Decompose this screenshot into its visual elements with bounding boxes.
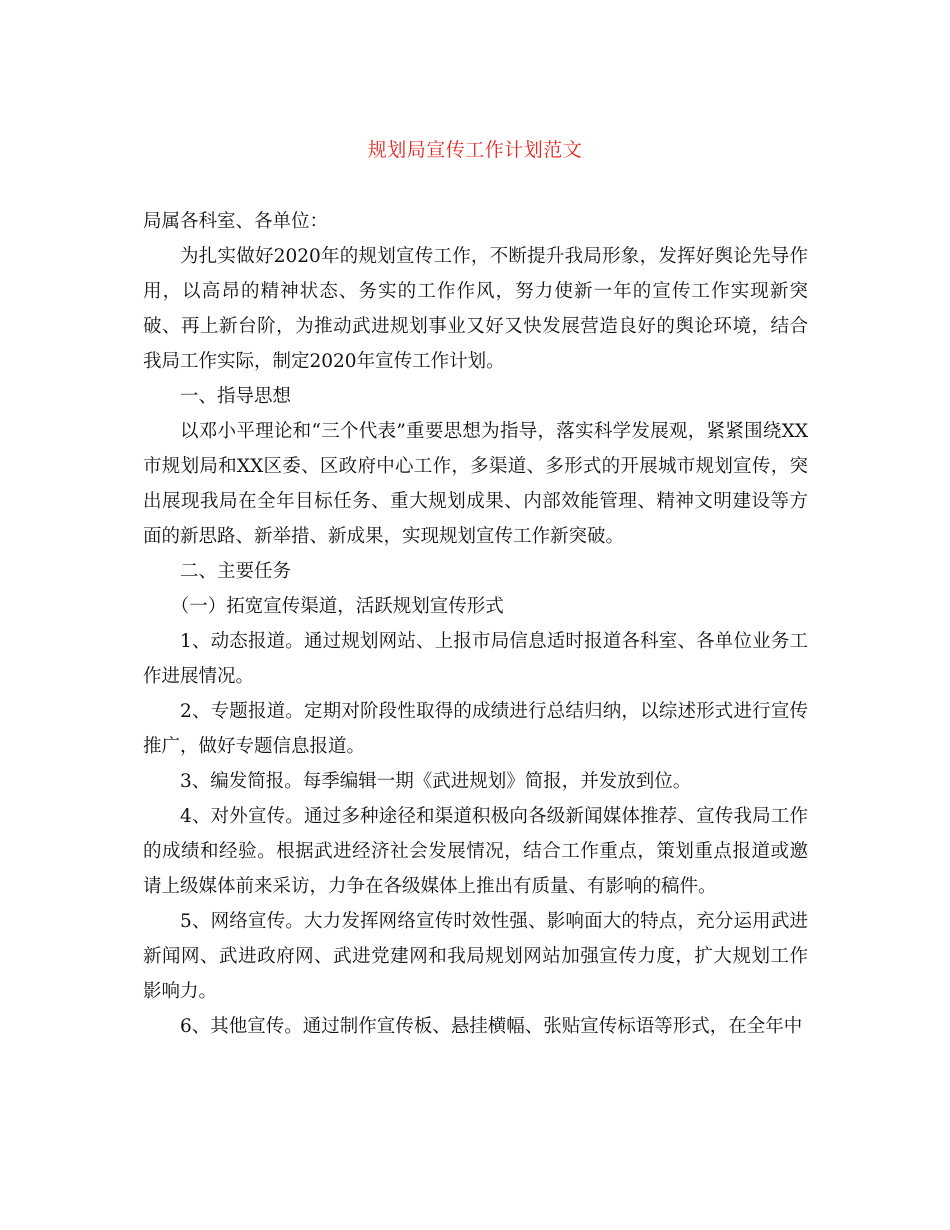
list-item-external-publicity: 4、对外宣传。通过多种途径和渠道积极向各级新闻媒体推荐、宣传我局工作的成绩和经验。根据武进经济社会发展情况，结合工作重点，策划重点报道或邀请上级媒体前来采访，力争在各级媒体上推出有质量、有影响的稿件。 bbox=[143, 806, 808, 897]
paragraph-guiding-thought: 以邓小平理论和“三个代表”重要思想为指导，落实科学发展观，紧紧围绕XX市规划局和XX区委、区政府中心工作，多渠道、多形式的开展城市规划宣传，突出展现我局在全年目标任务、重大规划成果、内部效能管理、精神文明建设等方面的新思路、新举措、新成果，实现规划宣传工作新突破。 bbox=[143, 421, 808, 547]
subheading-channels: （一）拓宽宣传渠道，活跃规划宣传形式 bbox=[170, 596, 504, 617]
document-title: 规划局宣传工作计划范文 bbox=[367, 139, 583, 161]
list-item-other-publicity: 6、其他宣传。通过制作宣传板、悬挂横幅、张贴宣传标语等形式，在全年中 bbox=[180, 1016, 803, 1037]
list-item-briefings: 3、编发简报。每季编辑一期《武进规划》简报，并发放到位。 bbox=[180, 771, 692, 792]
list-item-special-reports: 2、专题报道。定期对阶段性取得的成绩进行总结归纳，以综述形式进行宣传推广，做好专题信息报道。 bbox=[143, 701, 808, 757]
salutation: 局属各科室、各单位： bbox=[143, 211, 329, 232]
heading-guiding-thought: 一、指导思想 bbox=[180, 386, 292, 407]
list-item-network-publicity: 5、网络宣传。大力发挥网络宣传时效性强、影响面大的特点，充分运用武进新闻网、武进政府网、武进党建网和我局规划网站加强宣传力度，扩大规划工作影响力。 bbox=[143, 911, 808, 1002]
heading-main-tasks: 二、主要任务 bbox=[180, 561, 292, 582]
document-body bbox=[143, 204, 808, 1044]
list-item-dynamic-reports: 1、动态报道。通过规划网站、上报市局信息适时报道各科室、各单位业务工作进展情况。 bbox=[143, 631, 808, 687]
paragraph-intro: 为扎实做好2020年的规划宣传工作，不断提升我局形象，发挥好舆论先导作用，以高昂的精神状态、务实的工作作风，努力使新一年的宣传工作实现新突破、再上新台阶，为推动武进规划事业又好又快发展营造良好的舆论环境，结合我局工作实际，制定2020年宣传工作计划。 bbox=[143, 246, 808, 372]
